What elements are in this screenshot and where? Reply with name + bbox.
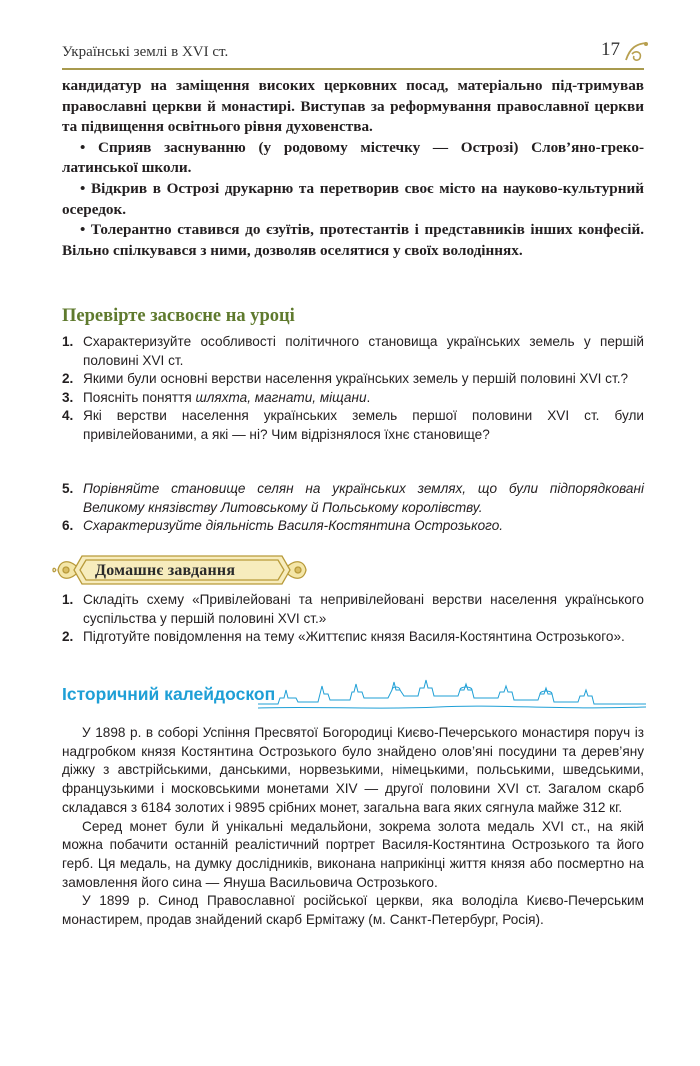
header-ornament-icon xyxy=(624,40,650,64)
intro-bullet: • Відкрив в Острозі друкарню та перетворив своє місто на науково-культурний осередок. xyxy=(62,179,644,218)
review-advanced-question-list xyxy=(62,480,644,536)
city-skyline-icon xyxy=(258,676,646,710)
homework-item: 1. Складіть схему «Привілейовані та непривілейовані верстви населення українського суспільства у першій половині XVI ст.» xyxy=(62,592,644,626)
page-number: 17 xyxy=(601,39,620,60)
intro-text xyxy=(62,76,644,261)
review-question: 3. Поясніть поняття шляхта, магнати, міщани. xyxy=(62,389,371,405)
review-question: 6. Схарактеризуйте діяльність Василя-Костянтина Острозького. xyxy=(62,518,504,534)
running-header-title: Українські землі в XVI ст. xyxy=(62,44,229,60)
review-question: 2. Якими були основні верстви населення українських земель у першій половині XVI ст.? xyxy=(62,371,629,387)
review-question: 1. Схарактеризуйте особливості політичного становища українських земель у першій половині XVI ст. xyxy=(62,334,644,368)
kaleidoscope-title: Історичний калейдоскоп xyxy=(62,684,276,704)
homework-list xyxy=(62,591,644,647)
running-header xyxy=(62,38,644,70)
review-question-list xyxy=(62,333,644,445)
intro-bullet: • Сприяв заснуванню (у родовому містечку — Острозі) Слов’яно-греко-латинської школи. xyxy=(62,138,644,177)
intro-paragraph: кандидатур на заміщення високих церковних посад, матеріально під-тримував православні церкви й монастирі. Виступав за реформування православної церкви та підвищення освітнього рівня духовенства. xyxy=(62,77,644,136)
homework-title: Домашнє завдання xyxy=(95,562,236,579)
kaleidoscope-paragraph: У 1899 р. Синод Православної російської церкви, яка володіла Києво-Печерським монастирем, продав знайдений скарб Ермітажу (м. Санкт-Петербург, Росія). xyxy=(62,893,644,928)
homework-item: 2. Підготуйте повідомлення на тему «Життєпис князя Василя-Костянтина Острозького». xyxy=(62,629,625,645)
kaleidoscope-paragraph: Серед монет були й унікальні медальйони, зокрема золота медаль XVI ст., на якій можна побачити останній реалістичний портрет Василя-Костянтина Острозького та його герб. Ця медаль, на думку дослідників, виконана наприкінці життя князя або посмертно на замовлення його сина — Януша Васильовича Острозького. xyxy=(62,818,644,890)
review-section-title: Перевірте засвоєне на уроці xyxy=(62,306,295,326)
intro-bullet: • Толерантно ставився до єзуїтів, протестантів і представників інших конфесій. Вільно спілкувався з ними, дозволяв оселятися у своїх володіннях. xyxy=(62,221,644,259)
review-question: 5. Порівняйте становище селян на українських землях, що були підпорядковані Великому князівству Литовському й Польському королівству. xyxy=(62,481,644,515)
kaleidoscope-text xyxy=(62,724,644,930)
review-question: 4. Які верстви населення українських земель першої половини XVI ст. були привілейованими, а які — ні? Чим відрізнялося їхнє становище? xyxy=(62,408,644,442)
kaleidoscope-paragraph: У 1898 р. в соборі Успіння Пресвятої Богородиці Києво-Печерського монастиря поруч із надгробком князя Костянтина Острозького було знайдено олов’яні посудини та дерев’яну діжку з австрійськими, данськими, норвезькими, німецькими, польськими, шведськими, французькими і московськими монетами XIV — другої половини XVI ст. Загалом скарб складався з 6184 золотих і 9895 срібних монет, загальна вага яких сягнула майже 312 кг. xyxy=(62,725,644,815)
